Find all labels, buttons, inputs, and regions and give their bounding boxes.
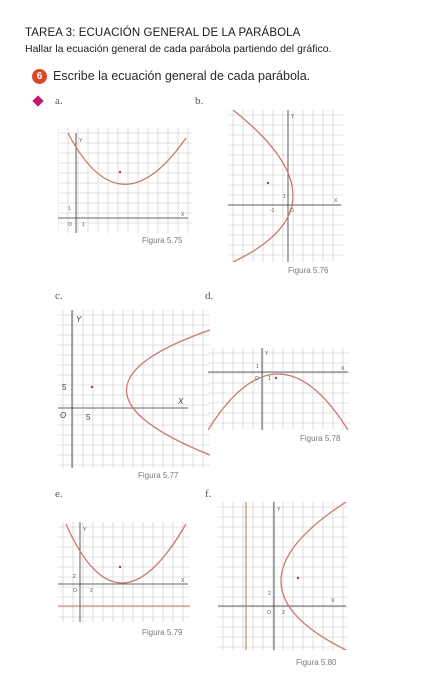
figure-f-origin: O: [267, 610, 271, 616]
figure-d-caption: Figura 5.78: [300, 434, 341, 443]
figure-e-axis-x-label: X: [181, 578, 185, 584]
part-label-b: b.: [195, 95, 204, 107]
figure-c-grid: [58, 310, 210, 468]
figure-a-focus: [119, 171, 121, 173]
figure-d-graph: [208, 348, 350, 430]
part-label-a: a.: [55, 95, 63, 107]
figure-d-tick-y: 1: [256, 364, 259, 370]
figure-e-tick-x: 2: [90, 588, 93, 594]
figure-e-tick-y: 2: [73, 574, 76, 580]
figure-a-graph: [58, 128, 193, 233]
exercise-instruction: Escribe la ecuación general de cada parábola.: [53, 69, 311, 83]
figure-f-focus: [297, 577, 299, 579]
figure-e-origin: O: [73, 588, 77, 594]
figure-e-caption: Figura 5.79: [142, 628, 183, 637]
figure-b-axis-y-label: Y: [291, 114, 295, 120]
part-label-e: e.: [55, 488, 63, 500]
part-label-c: c.: [55, 290, 63, 302]
figure-a-tick-x: 1: [82, 222, 85, 228]
figure-d-tick-x: 1: [268, 376, 271, 382]
figure-a-caption: Figura 5.75: [142, 236, 183, 245]
exercise-number-badge: 6: [32, 69, 47, 84]
figure-b-focus: [267, 182, 269, 184]
part-label-d: d.: [205, 290, 214, 302]
page-title: TAREA 3: ECUACIÓN GENERAL DE LA PARÁBOLA: [25, 27, 301, 39]
figure-b-caption: Figura 5.76: [288, 266, 329, 275]
figure-f-tick-x: 2: [282, 610, 285, 616]
figure-f-tick-y: 2: [268, 591, 271, 597]
figure-f-axis-x-label: X: [331, 598, 335, 604]
figure-c-tick-y: 5: [62, 383, 67, 392]
figure-c-focus: [91, 386, 93, 388]
figure-e-grid: [58, 522, 190, 622]
figure-f-caption: Figura 5.80: [296, 658, 337, 667]
figure-a-tick-y: 1: [68, 206, 71, 212]
page-subtitle: Hallar la ecuación general de cada parábola partiendo del gráfico.: [25, 43, 332, 55]
figure-e-axis-y-label: Y: [83, 527, 87, 533]
figure-f-axis-y-label: Y: [277, 507, 281, 513]
figure-e-focus: [119, 566, 121, 568]
figure-f-grid: [218, 502, 348, 650]
figure-c-axis-x-label: X: [178, 397, 184, 406]
figure-d-origin: O: [255, 376, 259, 382]
part-label-f: f.: [205, 488, 212, 500]
figure-b-origin: O: [290, 208, 294, 214]
figure-e-graph: [58, 522, 190, 622]
figure-c-caption: Figura 5.77: [138, 471, 179, 480]
figure-a-axis-x-label: X: [181, 212, 185, 218]
figure-b-tick-y: 1: [283, 194, 286, 200]
figure-d-axis-y-label: Y: [265, 351, 269, 357]
figure-d-axis-x-label: X: [341, 366, 345, 372]
figure-c-parabola: [127, 330, 211, 455]
figure-b-grid: [228, 110, 343, 262]
figure-c-tick-x: 5: [86, 413, 91, 422]
figure-b-tick-x: -1: [270, 208, 275, 214]
figure-f-parabola: [281, 502, 346, 650]
figure-d-grid: [208, 348, 350, 430]
figure-d-parabola: [208, 374, 348, 430]
figure-c-graph: [58, 310, 210, 468]
figure-c-origin: O: [60, 411, 67, 420]
figure-b-axis-x-label: X: [334, 198, 338, 204]
figure-b-graph: [228, 110, 343, 262]
figure-f-graph: [218, 502, 348, 650]
figure-a-axis-y-label: Y: [79, 138, 83, 144]
figure-d-focus: [275, 377, 277, 379]
figure-a-origin: O: [68, 222, 72, 228]
diamond-bullet-icon: [32, 95, 43, 106]
figure-c-axis-y-label: Y: [76, 315, 82, 324]
